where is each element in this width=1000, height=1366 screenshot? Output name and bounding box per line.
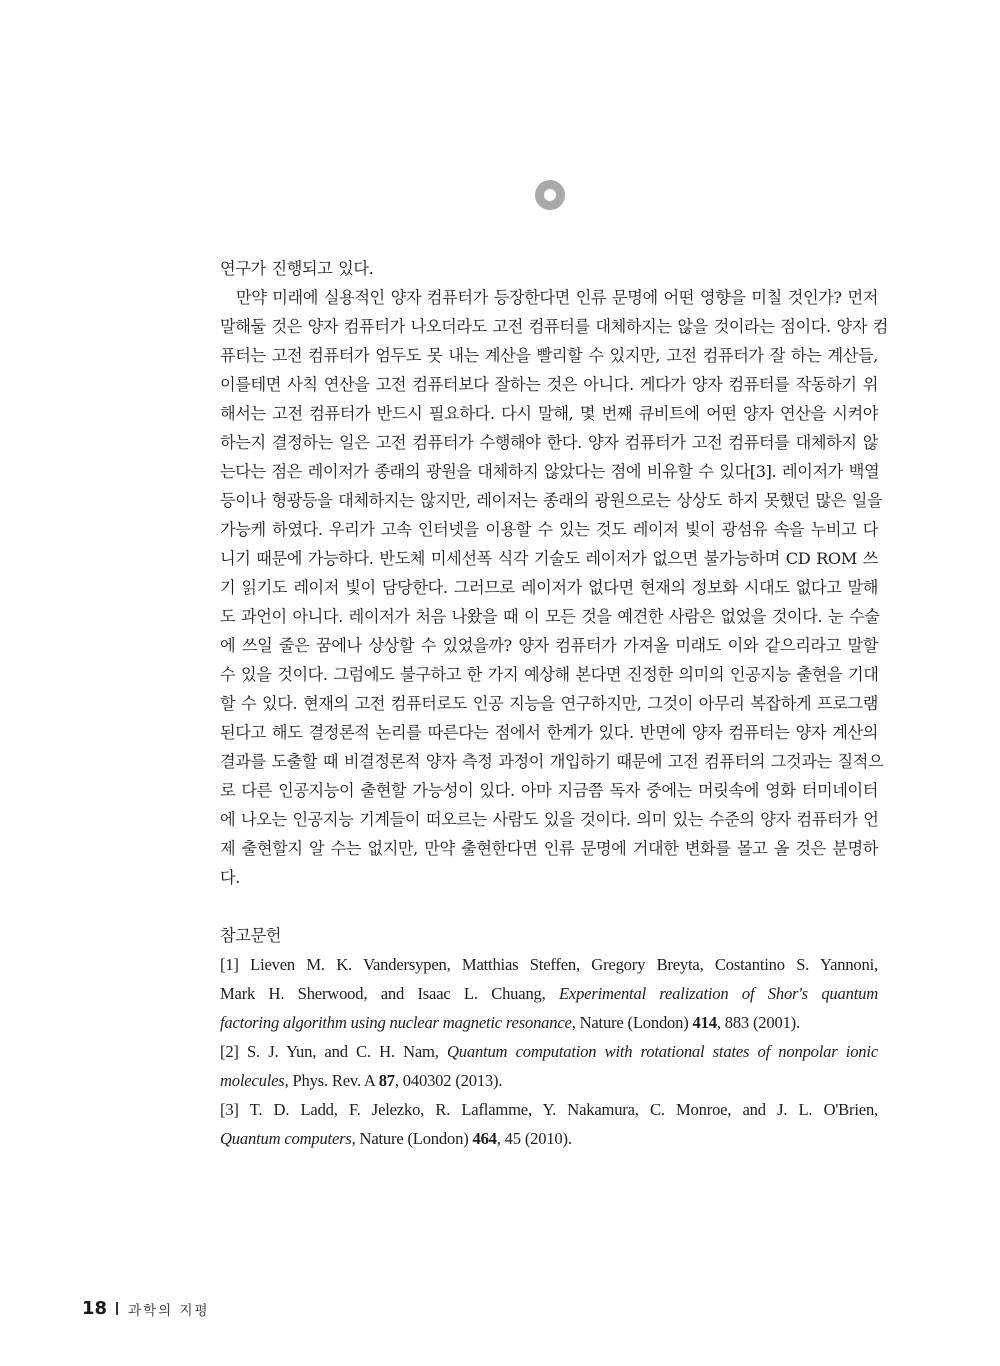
reference-title: molecules xyxy=(220,1071,285,1090)
ring-ornament-icon xyxy=(535,180,565,210)
section-spacer xyxy=(220,892,878,921)
body-line: 등이나 형광등을 대체하지는 않지만, 레이저는 종래의 광원으로는 상상도 하지 못했던 많은 일을 xyxy=(220,491,883,510)
body-line: 말해둘 것은 양자 컴퓨터가 나오더라도 고전 컴퓨터를 대체하지는 않을 것이라는 점이다. 양자 컴 xyxy=(220,317,888,336)
reference-journal: , Nature (London) xyxy=(351,1129,473,1148)
reference-line xyxy=(220,1124,878,1153)
body-line: 할 수 있다. 현재의 고전 컴퓨터로도 인공 지능을 연구하지만, 그것이 아무리 복잡하게 프로그램 xyxy=(220,694,878,713)
reference-volume: 414 xyxy=(692,1013,717,1032)
article-body xyxy=(220,254,888,1153)
body-line: 도 과언이 아니다. 레이저가 처음 나왔을 때 이 모든 것을 예견한 사람은 없었을 것이다. 눈 수술 xyxy=(220,607,880,626)
body-line: 로 다른 인공지능이 출현할 가능성이 있다. 아마 지금쯤 독자 중에는 머릿속에 영화 터미네이터 xyxy=(220,781,878,800)
body-line: 이를테면 사칙 연산을 고전 컴퓨터보다 잘하는 것은 아니다. 게다가 양자 컴퓨터를 작동하기 위 xyxy=(220,375,878,394)
reference-line: [1] Lieven M. K. Vandersypen, Matthias Steffen, Gregory Breyta, Costantino S. Yannoni, xyxy=(220,955,878,974)
body-line: 하는지 결정하는 일은 고전 컴퓨터가 수행해야 한다. 양자 컴퓨터가 고전 컴퓨터를 대체하지 않 xyxy=(220,433,878,452)
body-line: 기 읽기도 레이저 빛이 담당한다. 그러므로 레이저가 없다면 현재의 정보화 시대도 없다고 말해 xyxy=(220,578,878,597)
body-line: 연구가 진행되고 있다. xyxy=(220,259,374,278)
reference-title: Quantum computers xyxy=(220,1129,352,1148)
reference-item-3 xyxy=(220,1095,878,1153)
body-line: 만약 미래에 실용적인 양자 컴퓨터가 등장한다면 인류 문명에 어떤 영향을 미칠 것인가? 먼저 xyxy=(236,288,878,307)
footer-divider xyxy=(116,1302,118,1315)
reference-title: Quantum computation with rotational states of nonpolar ionic xyxy=(446,1042,878,1061)
reference-journal: , Nature (London) xyxy=(571,1013,693,1032)
journal-name: 과학의 지평 xyxy=(128,1302,210,1319)
body-line: 에 나오는 인공지능 기계들이 떠오르는 사람도 있을 것이다. 의미 있는 수준의 양자 컴퓨터가 언 xyxy=(220,810,879,829)
references-section xyxy=(220,921,878,1153)
reference-line xyxy=(220,979,878,1008)
reference-line: [3] T. D. Ladd, F. Jelezko, R. Laflamme, Y. Nakamura, C. Monroe, and J. L. O'Brien, xyxy=(220,1100,878,1119)
reference-pages-year: , 040302 (2013). xyxy=(394,1071,503,1090)
reference-item-1 xyxy=(220,950,878,1037)
body-line: 니기 때문에 가능하다. 반도체 미세선폭 식각 기술도 레이저가 없으면 불가능하며 CD ROM 쓰 xyxy=(220,549,878,568)
reference-pages-year: , 883 (2001). xyxy=(716,1013,800,1032)
body-line: 해서는 고전 컴퓨터가 반드시 필요하다. 다시 말해, 몇 번째 큐비트에 어떤 양자 연산을 시켜야 xyxy=(220,404,878,423)
reference-pages-year: , 45 (2010). xyxy=(496,1129,572,1148)
body-line: 수 있을 것이다. 그럼에도 불구하고 한 가지 예상해 본다면 진정한 의미의 인공지능 출현을 기대 xyxy=(220,665,879,684)
reference-journal: , Phys. Rev. A xyxy=(284,1071,379,1090)
body-line: 제 출현할지 알 수는 없지만, 만약 출현한다면 인류 문명에 거대한 변화를 몰고 올 것은 분명하 xyxy=(220,839,878,858)
reference-volume: 87 xyxy=(378,1071,395,1090)
reference-line xyxy=(220,1008,878,1037)
references-heading: 참고문헌 xyxy=(220,926,281,945)
reference-item-2 xyxy=(220,1037,878,1095)
body-line: 는다는 점은 레이저가 종래의 광원을 대체하지 않았다는 점에 비유할 수 있다[3]. 레이저가 백열 xyxy=(220,462,880,481)
page-footer xyxy=(82,1298,210,1319)
body-line: 퓨터는 고전 컴퓨터가 엄두도 못 내는 계산을 빨리할 수 있지만, 고전 컴퓨터가 잘 하는 계산들, xyxy=(220,346,878,365)
page-number: 18 xyxy=(82,1298,108,1319)
reference-line xyxy=(220,1037,878,1066)
reference-title: factoring algorithm using nuclear magnetic resonance xyxy=(220,1013,572,1032)
body-line: 다. xyxy=(220,868,240,887)
body-line: 에 쓰일 줄은 꿈에나 상상할 수 있었을까? 양자 컴퓨터가 가져올 미래도 이와 같으리라고 말할 xyxy=(220,636,878,655)
reference-line xyxy=(220,1066,878,1095)
body-line: 된다고 해도 결정론적 논리를 따른다는 점에서 한계가 있다. 반면에 양자 컴퓨터는 양자 계산의 xyxy=(220,723,878,742)
reference-volume: 464 xyxy=(472,1129,497,1148)
reference-authors: Mark H. Sherwood, and Isaac L. Chuang, xyxy=(220,984,559,1003)
body-line: 결과를 도출할 때 비결정론적 양자 측정 과정이 개입하기 때문에 고전 컴퓨터의 그것과는 질적으 xyxy=(220,752,884,771)
reference-authors: [2] S. J. Yun, and C. H. Nam, xyxy=(220,1042,447,1061)
reference-title: Experimental realization of Shor's quantum xyxy=(558,984,878,1003)
body-line: 가능케 하였다. 우리가 고속 인터넷을 이용할 수 있는 것도 레이저 빛이 광섬유 속을 누비고 다 xyxy=(220,520,878,539)
